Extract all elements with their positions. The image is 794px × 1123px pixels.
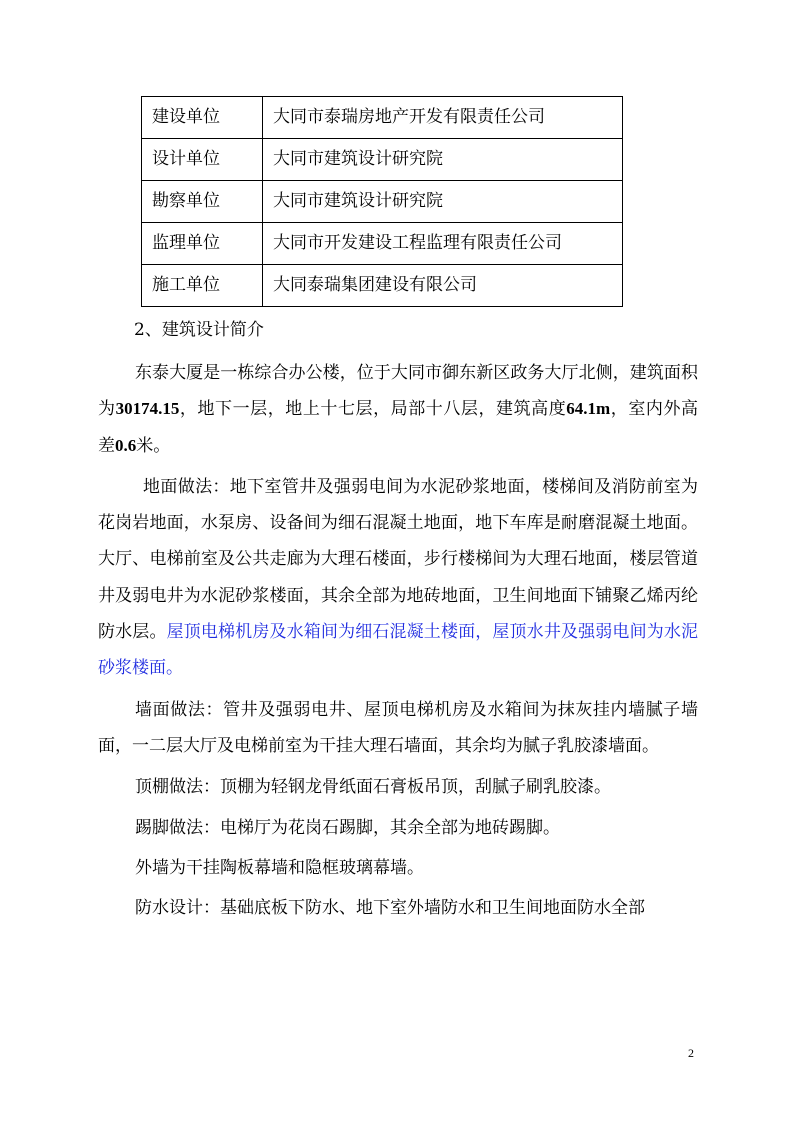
ground-highlight-text: 屋顶电梯机房及水箱间为细石混凝土楼面，屋顶水井及强弱电间为水泥砂浆楼面。 [98,622,699,679]
ground-text: 地面做法：地下室管井及强弱电间为水泥砂浆地面，楼梯间及消防前室为花岗岩地面，水泵房、设备间为细石混凝土地面，地下车库是耐磨混凝土地面。大厅、电梯前室及公共走廊为大理石楼面，步行楼梯间为大理石地面，楼层管道井及弱电井为水泥砂浆楼面，其余全部为地砖地面，卫生间地面下铺聚乙烯丙纶防水层。 [98,476,698,643]
unit-label: 勘察单位 [142,181,263,223]
unit-value: 大同泰瑞集团建设有限公司 [263,265,623,307]
height-diff-value: 0.6 [115,435,137,455]
unit-label: 施工单位 [142,265,263,307]
intro-text-3: ，室内外高差 [98,399,699,456]
intro-text-2: ，地下一层，地上十七层，局部十八层，建筑高度 [179,399,567,420]
table-row [142,97,623,139]
project-units-table [141,96,623,307]
intro-text-1: 东泰大厦是一栋综合办公楼，位于大同市御东新区政务大厅北侧，建筑面积为 [98,363,698,420]
unit-label: 监理单位 [142,223,263,265]
unit-value: 大同市建筑设计研究院 [263,181,623,223]
unit-label: 建设单位 [142,97,263,139]
unit-label: 设计单位 [142,139,263,181]
ceiling-paragraph: 顶棚做法：顶棚为轻钢龙骨纸面石膏板吊顶，刮腻子刷乳胶漆。 [135,777,611,798]
table-row [142,139,623,181]
skirting-paragraph: 踢脚做法：电梯厅为花岗石踢脚，其余全部为地砖踢脚。 [135,817,560,838]
exterior-wall-paragraph: 外墙为干挂陶板幕墙和隐框玻璃幕墙。 [135,857,424,878]
unit-value: 大同市泰瑞房地产开发有限责任公司 [263,97,623,139]
table-row [142,181,623,223]
page-number: 2 [688,1046,694,1060]
table-row [142,265,623,307]
building-height-value: 64.1m [566,399,611,419]
wall-paragraph: 墙面做法：管井及强弱电井、屋顶电梯机房及水箱间为抹灰挂内墙腻子墙面，一二层大厅及电梯前室为干挂大理石墙面，其余均为腻子乳胶漆墙面。 [98,699,698,756]
unit-value: 大同市建筑设计研究院 [263,139,623,181]
intro-paragraph [98,355,698,464]
ground-paragraph [98,469,698,687]
table-row [142,223,623,265]
document-body [98,355,698,926]
units-table-body [142,97,623,307]
waterproof-paragraph: 防水设计：基础底板下防水、地下室外墙防水和卫生间地面防水全部 [135,898,645,919]
unit-value: 大同市开发建设工程监理有限责任公司 [263,223,623,265]
building-area-value: 30174.15 [115,399,180,419]
section-heading: 2、建筑设计简介 [134,320,264,340]
intro-text-4: 米。 [136,435,171,456]
